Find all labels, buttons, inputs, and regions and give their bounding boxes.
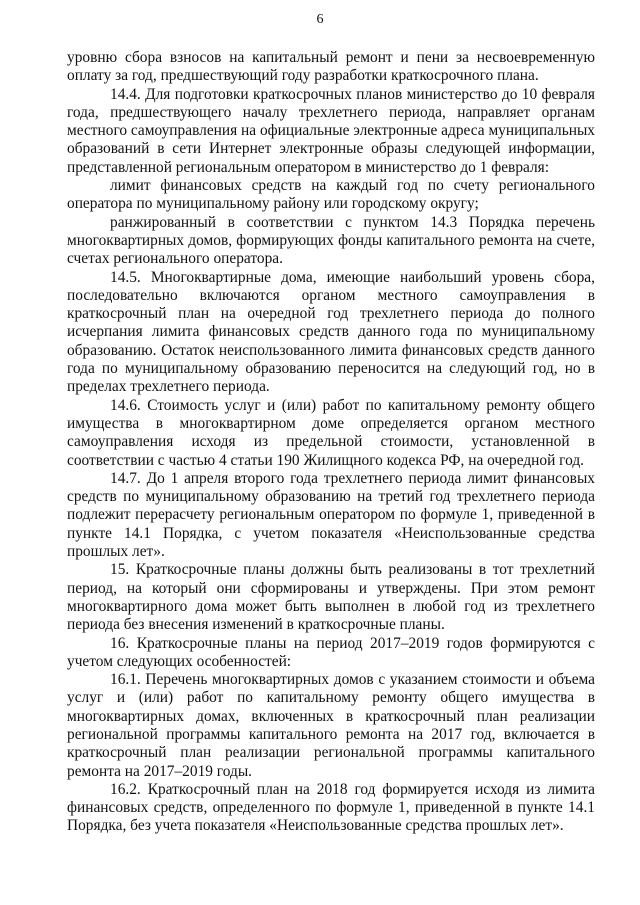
paragraph-16-1: 16.1. Перечень многоквартирных домов с указанием стоимости и объема услуг и (или) работ по капитальному ремонту общего имущества в многоквартирных домах, включенных в краткосрочный план реализации региональной программы капитального ремонта на 2017 год, включается в краткосрочный план реализации региональной программы капитального ремонта на 2017–2019 годы. [67,671,595,780]
paragraph-ranked-list: ранжированный в соответствии с пунктом 14.3 Порядка перечень многоквартирных домов, формирующих фонды капитального ремонта на счете, счетах регионального оператора. [67,213,595,268]
paragraph-14-5: 14.5. Многоквартирные дома, имеющие наибольший уровень сбора, последовательно включаются органом местного самоуправления в краткосрочный план на очередной год трехлетнего периода до полного исчерпания лимита финансовых средств данного года по муниципальному образованию. Остаток неиспользованного лимита финансовых средств данного года по муниципальному образованию переносится на следующий год, но в пределах трехлетнего периода. [67,268,595,396]
paragraph-16: 16. Краткосрочные планы на период 2017–2019 годов формируются с учетом следующих особенностей: [67,634,595,670]
paragraph-15: 15. Краткосрочные планы должны быть реализованы в тот трехлетний период, на который они сформированы и утверждены. При этом ремонт многоквартирного дома может быть выполнен в любой год из трехлетнего периода без внесения изменений в краткосрочные планы. [67,561,595,634]
page-number: 6 [316,12,324,27]
paragraph-14-4: 14.4. Для подготовки краткосрочных планов министерство до 10 февраля года, предшествующего началу трехлетнего периода, направляет органам местного самоуправления на официальные электронные адреса муниципальных образований в сети Интернет электронные образы следующей информации, представленной региональным оператором в министерство до 1 февраля: [67,85,595,176]
paragraph-16-2: 16.2. Краткосрочный план на 2018 год формируется исходя из лимита финансовых средств, определенного по формуле 1, приведенной в пункте 14.1 Порядка, без учета показателя «Неиспользованные средства прошлых лет». [67,780,595,835]
paragraph-14-7: 14.7. До 1 апреля второго года трехлетнего периода лимит финансовых средств по муниципальному образованию на третий год трехлетнего периода подлежит перерасчету региональным оператором по формуле 1, приведенной в пункте 14.1 Порядка, с учетом показателя «Неиспользованные средства прошлых лет». [67,469,595,561]
paragraph-limit: лимит финансовых средств на каждый год по счету регионального оператора по муниципальному району или городскому округу; [67,177,595,213]
paragraph-continuation: уровню сбора взносов на капитальный ремонт и пени за несвоевременную оплату за год, предшествующий году разработки краткосрочного плана. [67,49,595,85]
paragraph-14-6: 14.6. Стоимость услуг и (или) работ по капитальному ремонту общего имущества в многоквартирном доме определяется органом местного самоуправления исходя из предельной стоимости, установленной в соответствии с частью 4 статьи 190 Жилищного кодекса РФ, на очередной год. [67,396,595,469]
document-body [67,49,595,836]
